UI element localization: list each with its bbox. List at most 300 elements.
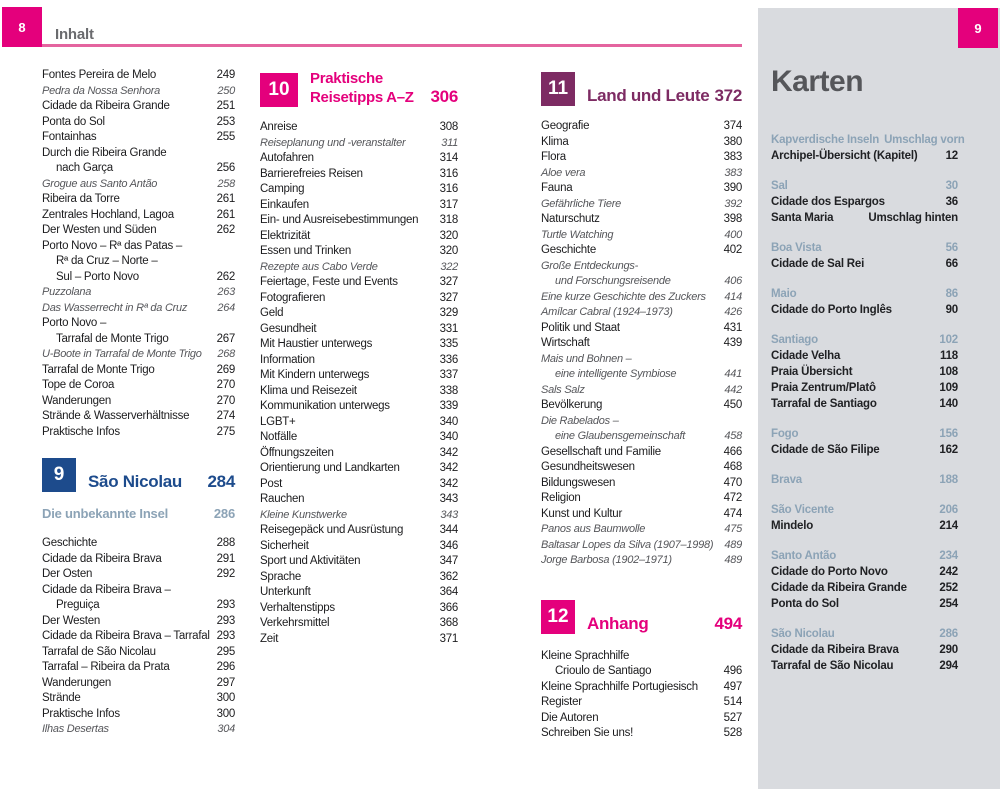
toc-entry-text: Barrierefreies Reisen (260, 167, 363, 180)
toc-entry-text: Baltasar Lopes da Silva (1907–1998) (541, 538, 714, 551)
toc-entry-page: 339 (439, 400, 458, 412)
toc-entry-text: Aloe vera (541, 166, 586, 179)
map-group-head-page: 56 (945, 242, 958, 254)
map-group-head-text: Brava (771, 474, 802, 486)
toc-entry-text: Ein- und Ausreisebestimmungen (260, 214, 419, 226)
map-entry (771, 396, 958, 412)
toc-entry-page: 322 (440, 260, 458, 273)
map-entry-page: 294 (939, 660, 958, 672)
toc-entry (541, 259, 742, 275)
toc-entry-text: Gesundheitswesen (541, 461, 635, 473)
toc-entry-text: Rezepte aus Cabo Verde (260, 260, 378, 273)
toc-entry-text: Der Osten (42, 568, 93, 580)
map-group-head-page: 234 (939, 550, 958, 562)
map-entry (771, 348, 958, 364)
toc-entry-page: 255 (216, 131, 235, 143)
toc-entry-page: 414 (724, 290, 742, 303)
section-title-line1: Praktische (310, 70, 383, 87)
section-title-line2: Reisetipps A–Z (310, 89, 414, 106)
toc-entry (42, 676, 235, 692)
toc-entry-text: Cidade da Ribeira Brava – (42, 583, 171, 596)
toc-entry-text: Kommunikation unterwegs (260, 400, 390, 412)
toc-entry (42, 363, 235, 379)
toc-entry (541, 491, 742, 507)
toc-entry-page: 269 (216, 363, 235, 376)
toc-entry-page: 380 (723, 135, 742, 148)
toc-entry-text: Verhaltenstipps (260, 601, 335, 614)
map-entry (771, 256, 958, 272)
toc-column-3 (541, 72, 742, 742)
toc-entry-text: Flora (541, 151, 566, 163)
toc-entry-text: Die Rabelados – (541, 414, 619, 427)
map-group (771, 548, 958, 612)
toc-column-1 (42, 68, 235, 738)
toc-entry-page: 316 (439, 167, 458, 180)
toc-entry-page: 261 (216, 208, 235, 221)
toc-entry-text: Zentrales Hochland, Lagoa (42, 208, 174, 221)
toc-entry-page: 346 (439, 539, 458, 552)
section-number-badge: 10 (260, 73, 298, 107)
toc-entry-text: Cidade da Ribeira Brava (42, 552, 162, 565)
toc-entry-text: Geschichte (541, 244, 597, 256)
map-entry (771, 194, 958, 210)
toc-entry (42, 583, 235, 599)
toc-entry-page: 308 (439, 121, 458, 133)
map-entry-text: Mindelo (771, 520, 814, 532)
toc-entry (42, 239, 235, 255)
toc-entry (260, 182, 458, 198)
map-group (771, 472, 958, 488)
toc-entry-text: Strände (42, 692, 81, 704)
toc-entry (260, 229, 458, 245)
toc-entry (42, 301, 235, 317)
section-header-sao-nicolau (42, 458, 235, 492)
toc-entry-page: 293 (216, 599, 235, 611)
toc-entry (42, 614, 235, 630)
toc-entry-page: 383 (723, 151, 742, 163)
toc-entry-page: 295 (216, 645, 235, 658)
toc-entry-page: 317 (439, 198, 458, 211)
toc-entry-text: Information (260, 353, 315, 366)
toc-entry (260, 399, 458, 415)
map-entry-page: 290 (939, 644, 958, 656)
map-entry-text: Cidade de São Filipe (771, 444, 880, 456)
toc-entry-text: Jorge Barbosa (1902–1971) (541, 554, 672, 566)
toc-entry-page: 249 (216, 69, 235, 81)
toc-entry-text: Große Entdeckungs- (541, 259, 638, 272)
toc-entry-page: 390 (723, 182, 742, 194)
toc-entry-text: Sport und Aktivitäten (260, 555, 361, 567)
toc-entry-page: 261 (216, 193, 235, 205)
toc-entry (42, 691, 235, 707)
toc-entry-text: Kunst und Kultur (541, 507, 623, 520)
toc-entry-text: Eine kurze Geschichte des Zuckers (541, 290, 706, 303)
map-group-head-text: São Nicolau (771, 628, 835, 640)
toc-entry-page: 426 (724, 306, 742, 318)
toc-entry-text: Kleine Sprachhilfe Portugiesisch (541, 680, 698, 693)
toc-entry (42, 347, 235, 363)
toc-entry-text: Autofahren (260, 152, 314, 164)
toc-entry (260, 291, 458, 307)
toc-entry-page: 392 (724, 197, 742, 210)
toc-entry-page: 293 (216, 614, 235, 627)
map-entry-text: Archipel-Übersicht (Kapitel) (771, 150, 918, 162)
map-entry (771, 596, 958, 612)
toc-entry (42, 536, 235, 552)
toc-entry (260, 275, 458, 291)
toc-entry (260, 508, 458, 524)
toc-entry-text: Praktische Infos (42, 707, 120, 720)
toc-entry (42, 270, 235, 286)
toc-entry-text: Camping (260, 183, 305, 195)
section-title: São Nicolau (88, 472, 183, 491)
toc-entry-page: 256 (216, 162, 235, 174)
toc-entry-page: 489 (724, 554, 742, 566)
toc-entry-page: 300 (216, 692, 235, 704)
map-entry (771, 148, 958, 164)
map-entry-page: 109 (939, 382, 958, 394)
toc-entry (541, 726, 742, 742)
map-group-head-text: Santiago (771, 334, 818, 346)
toc-entry (42, 84, 235, 100)
toc-entry-page: 514 (723, 696, 742, 708)
toc-entry-page: 466 (723, 445, 742, 458)
toc-entry (541, 507, 742, 523)
right-page-number-badge (958, 8, 998, 48)
section-subtitle (42, 506, 235, 521)
toc-entry (260, 213, 458, 229)
toc-entry-text: Geschichte (42, 537, 98, 549)
toc-entry-page: 314 (439, 152, 458, 164)
toc-entry-page: 470 (723, 476, 742, 489)
toc-entry-text: Essen und Trinken (260, 245, 352, 257)
map-entry-page: 254 (939, 598, 958, 610)
toc-entry-text: Reisegepäck und Ausrüstung (260, 524, 404, 536)
toc-entry (260, 446, 458, 462)
toc-entry-page: 497 (723, 680, 742, 693)
toc-entry-text: Bevölkerung (541, 399, 603, 411)
map-group (771, 626, 958, 674)
toc-entry-page: 316 (439, 183, 458, 195)
toc-entry-text: Sprache (260, 570, 302, 583)
right-page-number: 9 (974, 20, 982, 36)
map-entry (771, 642, 958, 658)
toc-entry-text: Notfälle (260, 431, 297, 443)
toc-entry-text: Naturschutz (541, 213, 600, 225)
section-header-reisetipps (260, 70, 458, 107)
map-group-head (771, 240, 958, 256)
toc-entry-text: Gesundheit (260, 322, 317, 335)
toc-entry (260, 167, 458, 183)
section-page: 494 (714, 613, 742, 633)
map-entry-page: 108 (939, 366, 958, 378)
toc-entry-text: Post (260, 477, 283, 490)
toc-entry (42, 378, 235, 394)
toc-entry-page: 489 (724, 538, 742, 551)
toc-entry (42, 409, 235, 425)
toc-entry-text: Die Autoren (541, 711, 599, 724)
map-group-head-page: Umschlag vorn (884, 134, 965, 146)
toc-entry (541, 305, 742, 321)
toc-entry-page: 258 (217, 177, 235, 190)
toc-entry-text: Puzzolana (42, 286, 92, 298)
toc-entry-text: und Forschungsreisende (555, 275, 671, 287)
toc-entry-page: 362 (439, 570, 458, 583)
toc-entry (260, 477, 458, 493)
toc-entry-text: Reiseplanung und -veranstalter (260, 136, 406, 149)
toc-entry-page: 320 (439, 229, 458, 242)
toc-entry-page: 496 (723, 665, 742, 677)
toc-entry (42, 629, 235, 645)
toc-entry-text: Bildungswesen (541, 476, 616, 489)
section-number-badge: 9 (42, 458, 76, 492)
toc-entry-page: 268 (217, 348, 235, 360)
toc-entry (260, 415, 458, 431)
section-number-badge: 12 (541, 600, 575, 634)
toc-entry (541, 680, 742, 696)
map-group-head (771, 332, 958, 348)
toc-entry (260, 523, 458, 539)
toc-entry (541, 336, 742, 352)
toc-entry (541, 664, 742, 680)
toc-entry-page: 343 (440, 508, 458, 521)
toc-entry-text: Klima und Reisezeit (260, 384, 357, 397)
toc-entry (42, 598, 235, 614)
toc-entry-page: 253 (216, 115, 235, 128)
toc-entry-text: Wanderungen (42, 394, 112, 407)
toc-entry (541, 197, 742, 213)
map-entry-text: Cidade de Sal Rei (771, 258, 865, 270)
toc-entry (260, 492, 458, 508)
toc-entry-page: 383 (724, 166, 742, 179)
map-group-head (771, 426, 958, 442)
section-title: Land und Leute (587, 86, 710, 105)
toc-entry-page: 439 (723, 337, 742, 349)
toc-entry (260, 570, 458, 586)
toc-entry (541, 243, 742, 259)
toc-entry-text: Öffnungszeiten (260, 446, 334, 459)
toc-entry-page: 336 (439, 353, 458, 366)
toc-entry (42, 316, 235, 332)
toc-entry-page: 311 (441, 136, 458, 149)
map-entry-page: 214 (939, 520, 958, 532)
toc-entry (541, 383, 742, 399)
toc-entry (541, 460, 742, 476)
toc-entry (42, 115, 235, 131)
map-group-head-page: 30 (945, 180, 958, 192)
map-entry-page: 252 (939, 582, 958, 594)
toc-entry-page: 291 (216, 552, 235, 565)
map-group-head-text: Fogo (771, 428, 799, 440)
toc-entry-page: 342 (439, 446, 458, 459)
map-entry-page: Umschlag hinten (868, 212, 958, 224)
toc-entry (260, 539, 458, 555)
left-page-number-badge (2, 7, 42, 47)
toc-entry-page: 274 (216, 410, 235, 422)
map-entry-text: Tarrafal de Santiago (771, 398, 877, 410)
toc-entry (260, 337, 458, 353)
toc-entry-page: 250 (217, 84, 235, 97)
map-group-head (771, 626, 958, 642)
toc-entry-page: 368 (439, 617, 458, 629)
toc-entry (42, 161, 235, 177)
toc-entry-text: Kleine Sprachhilfe (541, 649, 630, 662)
toc-entry-text: Geografie (541, 120, 590, 132)
toc-entry (42, 285, 235, 301)
toc-entry-page: 371 (439, 632, 458, 645)
toc-entry-text: Einkaufen (260, 198, 309, 211)
map-entry-text: Cidade da Ribeira Grande (771, 582, 907, 594)
toc-entry (541, 166, 742, 182)
map-group (771, 286, 958, 318)
map-group (771, 240, 958, 272)
map-group-head-text: Maio (771, 288, 797, 300)
map-group-head (771, 472, 958, 488)
toc-entry-page: 288 (216, 537, 235, 549)
toc-entry-text: Preguiça (56, 599, 100, 611)
toc-entry (541, 119, 742, 135)
map-entry-page: 12 (945, 150, 958, 162)
map-group-head-text: São Vicente (771, 504, 834, 516)
toc-entry (260, 585, 458, 601)
map-entry-page: 66 (945, 258, 958, 270)
toc-entry-text: Zeit (260, 632, 279, 645)
map-entry (771, 580, 958, 596)
map-entry (771, 380, 958, 396)
toc-entry-text: Grogue aus Santo Antão (42, 177, 158, 190)
toc-entry-page: 472 (723, 492, 742, 504)
header-label: Inhalt (55, 26, 94, 43)
toc-entry-page: 318 (439, 214, 458, 226)
toc-entry-text: Mit Kindern unterwegs (260, 369, 370, 381)
map-entry-page: 242 (939, 566, 958, 578)
toc-entry-page: 337 (439, 369, 458, 381)
toc-entry (42, 99, 235, 115)
map-entry (771, 302, 958, 318)
section-title: Anhang (587, 613, 649, 633)
toc-entry-text: Tarrafal – Ribeira da Prata (42, 661, 170, 673)
map-group-head-page: 86 (945, 288, 958, 300)
toc-entry (541, 321, 742, 337)
section-title-wrap (310, 70, 458, 107)
map-entry-page: 90 (945, 304, 958, 316)
toc-entry-page: 296 (216, 661, 235, 673)
map-entry-text: Praia Zentrum/Platô (771, 382, 876, 394)
toc-entry (42, 722, 235, 738)
toc-entry-page: 270 (216, 394, 235, 407)
toc-entry (260, 554, 458, 570)
toc-entry-text: Cidade da Ribeira Grande (42, 100, 170, 112)
toc-entry (541, 352, 742, 368)
toc-entry (541, 476, 742, 492)
map-entry-text: Cidade do Porto Inglês (771, 304, 892, 316)
map-group-head-text: Kapverdische Inseln (771, 134, 880, 146)
toc-entry-page: 342 (439, 462, 458, 474)
toc-entry-text: Wanderungen (42, 676, 112, 689)
map-group (771, 332, 958, 412)
map-entry-page: 36 (945, 196, 958, 208)
toc-entry-text: Tarrafal de Monte Trigo (42, 363, 155, 376)
map-entry-text: Cidade do Porto Novo (771, 566, 888, 578)
toc-entry-text: Ribeira da Torre (42, 193, 120, 205)
toc-entry-text: Kleine Kunstwerke (260, 508, 347, 521)
maps-title: Karten (771, 65, 864, 98)
toc-list-chapter10 (260, 120, 458, 647)
toc-entry-text: Porto Novo – (42, 317, 107, 329)
toc-entry-text: Cidade da Ribeira Brava – Tarrafal (42, 630, 210, 642)
toc-entry (541, 445, 742, 461)
toc-entry (541, 414, 742, 430)
map-group-head (771, 502, 958, 518)
toc-entry-text: Politik und Staat (541, 321, 620, 334)
toc-entry-text: Gefährliche Tiere (541, 197, 622, 210)
toc-entry-text: Strände & Wasserverhältnisse (42, 410, 190, 422)
toc-entry-page: 264 (217, 301, 235, 314)
toc-entry-text: Schreiben Sie uns! (541, 727, 634, 739)
toc-entry-page: 458 (724, 430, 742, 442)
toc-entry (42, 425, 235, 441)
toc-entry-text: Der Westen und Süden (42, 224, 157, 236)
map-entry-page: 162 (939, 444, 958, 456)
maps-sidebar-content (771, 65, 965, 674)
toc-entry-page: 450 (723, 399, 742, 411)
toc-entry-page: 344 (439, 524, 458, 536)
map-entry (771, 518, 958, 534)
toc-entry (42, 223, 235, 239)
toc-entry-page: 528 (723, 727, 742, 739)
toc-entry-page: 366 (439, 601, 458, 614)
map-entry (771, 442, 958, 458)
toc-entry-text: Rauchen (260, 493, 305, 505)
toc-list-chapter9 (42, 536, 235, 738)
toc-entry (541, 711, 742, 727)
toc-entry (42, 567, 235, 583)
toc-entry-page: 263 (217, 286, 235, 298)
toc-entry (541, 522, 742, 538)
map-entry (771, 210, 958, 226)
toc-entry-text: Sul – Porto Novo (56, 270, 139, 283)
toc-entry-text: Mais und Bohnen – (541, 352, 632, 365)
toc-entry-text: Ilhas Desertas (42, 723, 109, 735)
map-group-head-page: 102 (939, 334, 958, 346)
toc-list-chapter12 (541, 649, 742, 742)
toc-entry-page: 320 (439, 245, 458, 257)
toc-entry (260, 632, 458, 648)
toc-entry-page: 335 (439, 338, 458, 350)
toc-entry-text: Mit Haustier unterwegs (260, 338, 373, 350)
toc-entry (541, 398, 742, 414)
toc-entry (541, 274, 742, 290)
toc-entry-text: Ponta do Sol (42, 115, 105, 128)
toc-entry (260, 260, 458, 276)
toc-entry-page: 327 (439, 291, 458, 304)
map-group-head (771, 548, 958, 564)
map-group-head-page: 156 (939, 428, 958, 440)
section-number-badge: 11 (541, 72, 575, 106)
toc-entry-text: Orientierung und Landkarten (260, 462, 400, 474)
toc-entry-text: Tarrafal de São Nicolau (42, 645, 156, 658)
toc-entry-text: Feiertage, Feste und Events (260, 276, 398, 288)
toc-entry-page: 275 (216, 425, 235, 438)
toc-list-chapter8 (42, 68, 235, 440)
toc-entry (42, 130, 235, 146)
toc-entry-page: 338 (439, 384, 458, 397)
toc-entry (260, 151, 458, 167)
map-entry-text: Santa Maria (771, 212, 834, 224)
toc-entry-page: 442 (724, 383, 742, 396)
toc-entry-page: 331 (439, 322, 458, 335)
map-entry-text: Cidade Velha (771, 350, 841, 362)
